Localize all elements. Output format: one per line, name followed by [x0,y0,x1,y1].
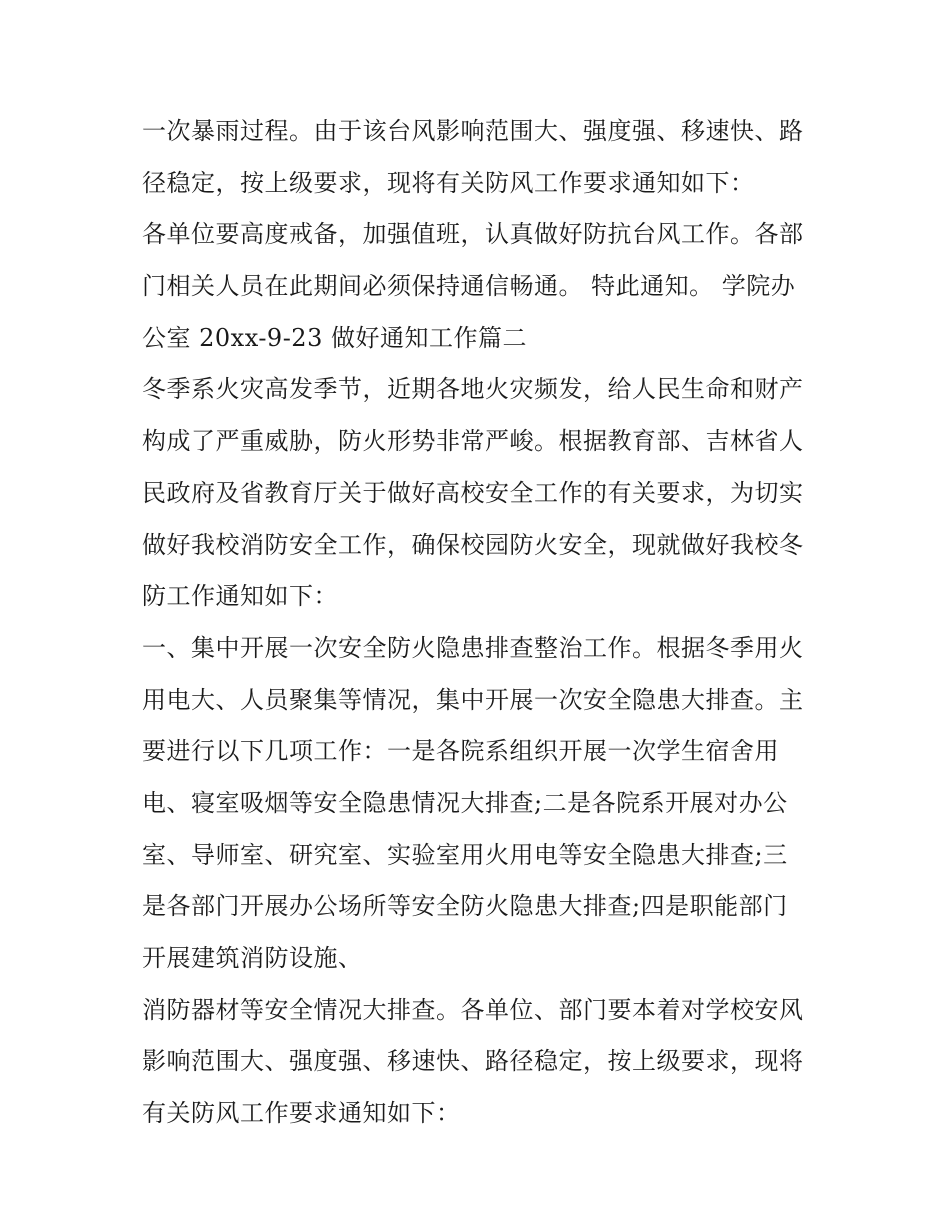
text-line: 是各部门开展办公场所等安全防火隐患大排查;四是职能部门 [142,892,788,921]
text-line: 要进行以下几项工作：一是各院系组织开展一次学生宿舍用 [142,737,779,766]
text-line: 开展建筑消防设施、 [142,944,363,972]
text-line: 公室 20xx-9-23 做好通知工作篇二 [142,323,527,352]
text-line: 民政府及省教育厅关于做好高校安全工作的有关要求，为切实 [142,478,804,507]
text-line: 门相关人员在此期间必须保持通信畅通。 特此通知。 学院办 [142,272,796,301]
text-line: 径稳定，按上级要求，现将有关防风工作要求通知如下： [142,168,755,197]
text-line: 构成了严重威胁，防火形势非常严峻。根据教育部、吉林省人 [142,427,804,456]
text-line: 一、集中开展一次安全防火隐患排查整治工作。根据冬季用火 [142,633,804,662]
text-line: 电、寝室吸烟等安全隐患情况大排查;二是各院系开展对办公 [142,788,788,817]
text-line: 防工作通知如下： [142,582,338,611]
text-line: 消防器材等安全情况大排查。各单位、部门要本着对学校安风 [142,995,804,1024]
text-line: 冬季系火灾高发季节，近期各地火灾频发，给人民生命和财产 [142,375,804,404]
text-line: 做好我校消防安全工作，确保校园防火安全，现就做好我校冬 [142,530,804,559]
text-line: 有关防风工作要求通知如下： [142,1099,461,1128]
text-line: 用电大、人员聚集等情况，集中开展一次安全隐患大排查。主 [142,685,804,714]
text-line: 各单位要高度戒备，加强值班，认真做好防抗台风工作。各部 [142,220,804,249]
text-line: 室、导师室、研究室、实验室用火用电等安全隐患大排查;三 [142,840,788,869]
text-line: 一次暴雨过程。由于该台风影响范围大、强度强、移速快、路 [142,117,804,145]
document-body [142,106,822,1140]
text-line: 影响范围大、强度强、移速快、路径稳定，按上级要求，现将 [142,1047,804,1076]
